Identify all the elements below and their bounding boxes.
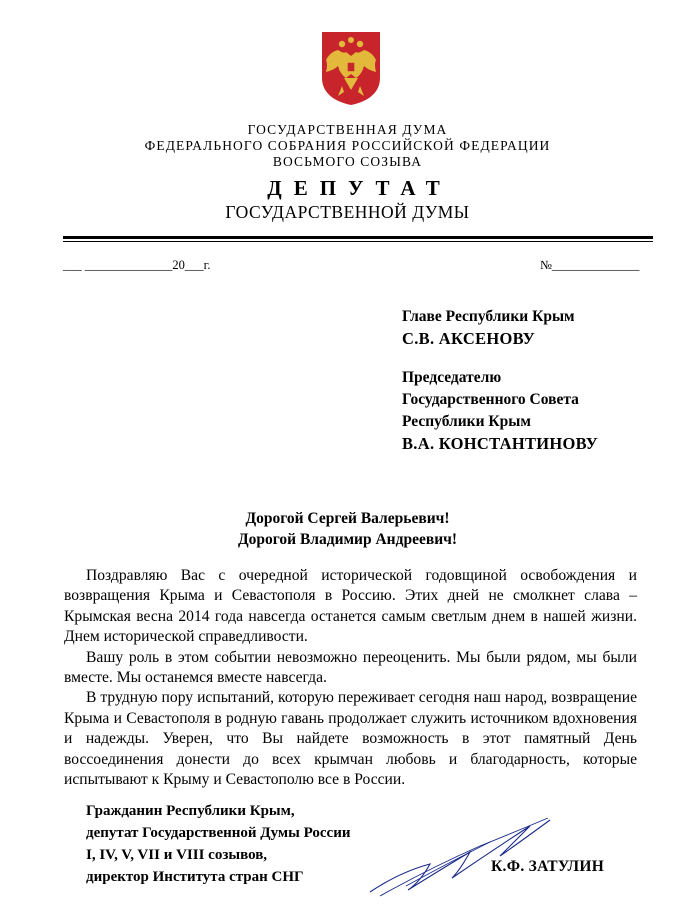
signature-line-2: депутат Государственной Думы России bbox=[86, 825, 351, 841]
date-field: ___ ______________20___г. bbox=[63, 258, 211, 272]
header-subtitle-state-duma: ГОСУДАРСТВЕННОЙ ДУМЫ bbox=[225, 202, 470, 222]
coat-of-arms-icon bbox=[320, 30, 382, 106]
header-divider-thick bbox=[63, 236, 653, 239]
signatory-name: К.Ф. ЗАТУЛИН bbox=[491, 858, 605, 875]
number-field: №______________ bbox=[540, 258, 640, 272]
greeting-line-1: Дорогой Сергей Валерьевич! bbox=[245, 510, 450, 527]
header-line-convocation: ВОСЬМОГО СОЗЫВА bbox=[272, 154, 423, 169]
body-paragraph-1: Поздравляю Вас с очередной исторической годовщиной освобождения и возвращения Крыма и Севастополя в Россию. Этих дней не смолкнет слава – Крымская весна 2014 года навсегда останется самым светлым днем в нашей жизни. Днем исторической справедливости. bbox=[64, 567, 637, 646]
handwritten-signature bbox=[360, 812, 560, 902]
addressee-1-name: С.В. АКСЕНОВУ bbox=[402, 329, 536, 348]
header-line-duma: ГОСУДАРСТВЕННАЯ ДУМА bbox=[247, 122, 448, 137]
greeting-line-2: Дорогой Владимир Андреевич! bbox=[237, 531, 458, 548]
letter-body bbox=[64, 566, 637, 790]
body-paragraph-2: Вашу роль в этом событии невозможно переоценить. Мы были рядом, мы были вместе. Мы останемся вместе навсегда. bbox=[64, 648, 637, 687]
signature-block bbox=[86, 800, 351, 888]
header-title-deputat: ДЕПУТАТ bbox=[267, 176, 452, 200]
addressee-2-title-line1: Председателю bbox=[402, 369, 502, 386]
addressee-2-title-line3: Республики Крым bbox=[402, 413, 531, 430]
header-divider-thin bbox=[63, 241, 653, 242]
signature-line-3: I, IV, V, VII и VIII созывов, bbox=[86, 847, 268, 863]
addressee-2-name: В.А. КОНСТАНТИНОВУ bbox=[402, 434, 599, 453]
addressee-block-1 bbox=[402, 306, 575, 350]
body-paragraph-3: В трудную пору испытаний, которую переживает сегодня наш народ, возвращение Крыма и Севастополя в родную гавань продолжает служить источником вдохновения и надежды. Уверен, что Вы найдете возможность в этот памятный День воссоединения донести до всех крымчан любовь и благодарность, которые испытывают к Крыму и Севастополю все в России. bbox=[64, 689, 637, 789]
addressee-1-title: Главе Республики Крым bbox=[402, 308, 575, 325]
addressee-block-2 bbox=[402, 367, 598, 455]
signature-line-1: Гражданин Республики Крым, bbox=[86, 803, 295, 819]
signature-line-4: директор Института стран СНГ bbox=[86, 869, 304, 885]
header-line-federal-assembly: ФЕДЕРАЛЬНОГО СОБРАНИЯ РОССИЙСКОЙ ФЕДЕРАЦИИ bbox=[144, 138, 551, 153]
addressee-2-title-line2: Государственного Совета bbox=[402, 391, 579, 408]
